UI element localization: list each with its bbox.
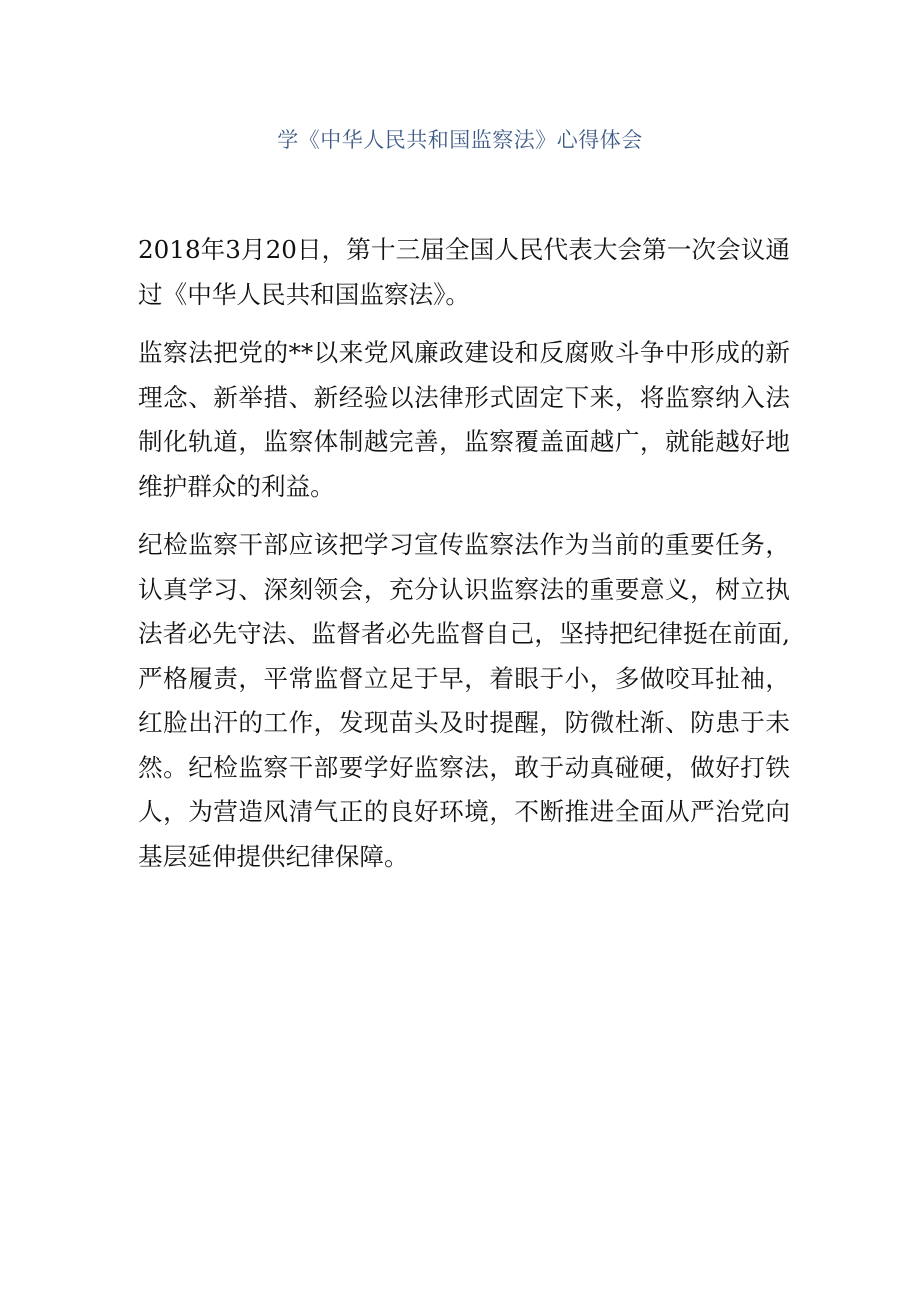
paragraph-1: 2018年3月20日，第十三届全国人民代表大会第一次会议通过《中华人民共和国监察法》。 xyxy=(138,235,790,309)
document-body xyxy=(138,228,790,893)
paragraph-2: 监察法把党的**以来党风廉政建设和反腐败斗争中形成的新理念、新举措、新经验以法律形式固定下来，将监察纳入法制化轨道，监察体制越完善，监察覆盖面越广，就能越好地维护群众的利益。 xyxy=(138,338,790,501)
document-title: 学《中华人民共和国监察法》心得体会 xyxy=(277,128,643,152)
paragraph-3: 纪检监察干部应该把学习宣传监察法作为当前的重要任务，认真学习、深刻领会，充分认识监察法的重要意义，树立执法者必先守法、监督者必先监督自己，坚持把纪律挺在前面,严格履责，平常监督立足于早，着眼于小，多做咬耳扯袖，红脸出汗的工作，发现苗头及时提醒，防微杜渐、防患于未然。纪检监察干部要学好监察法，敢于动真碰硬，做好打铁人，为营造风清气正的良好环境，不断推进全面从严治党向基层延伸提供纪律保障。 xyxy=(138,530,790,871)
